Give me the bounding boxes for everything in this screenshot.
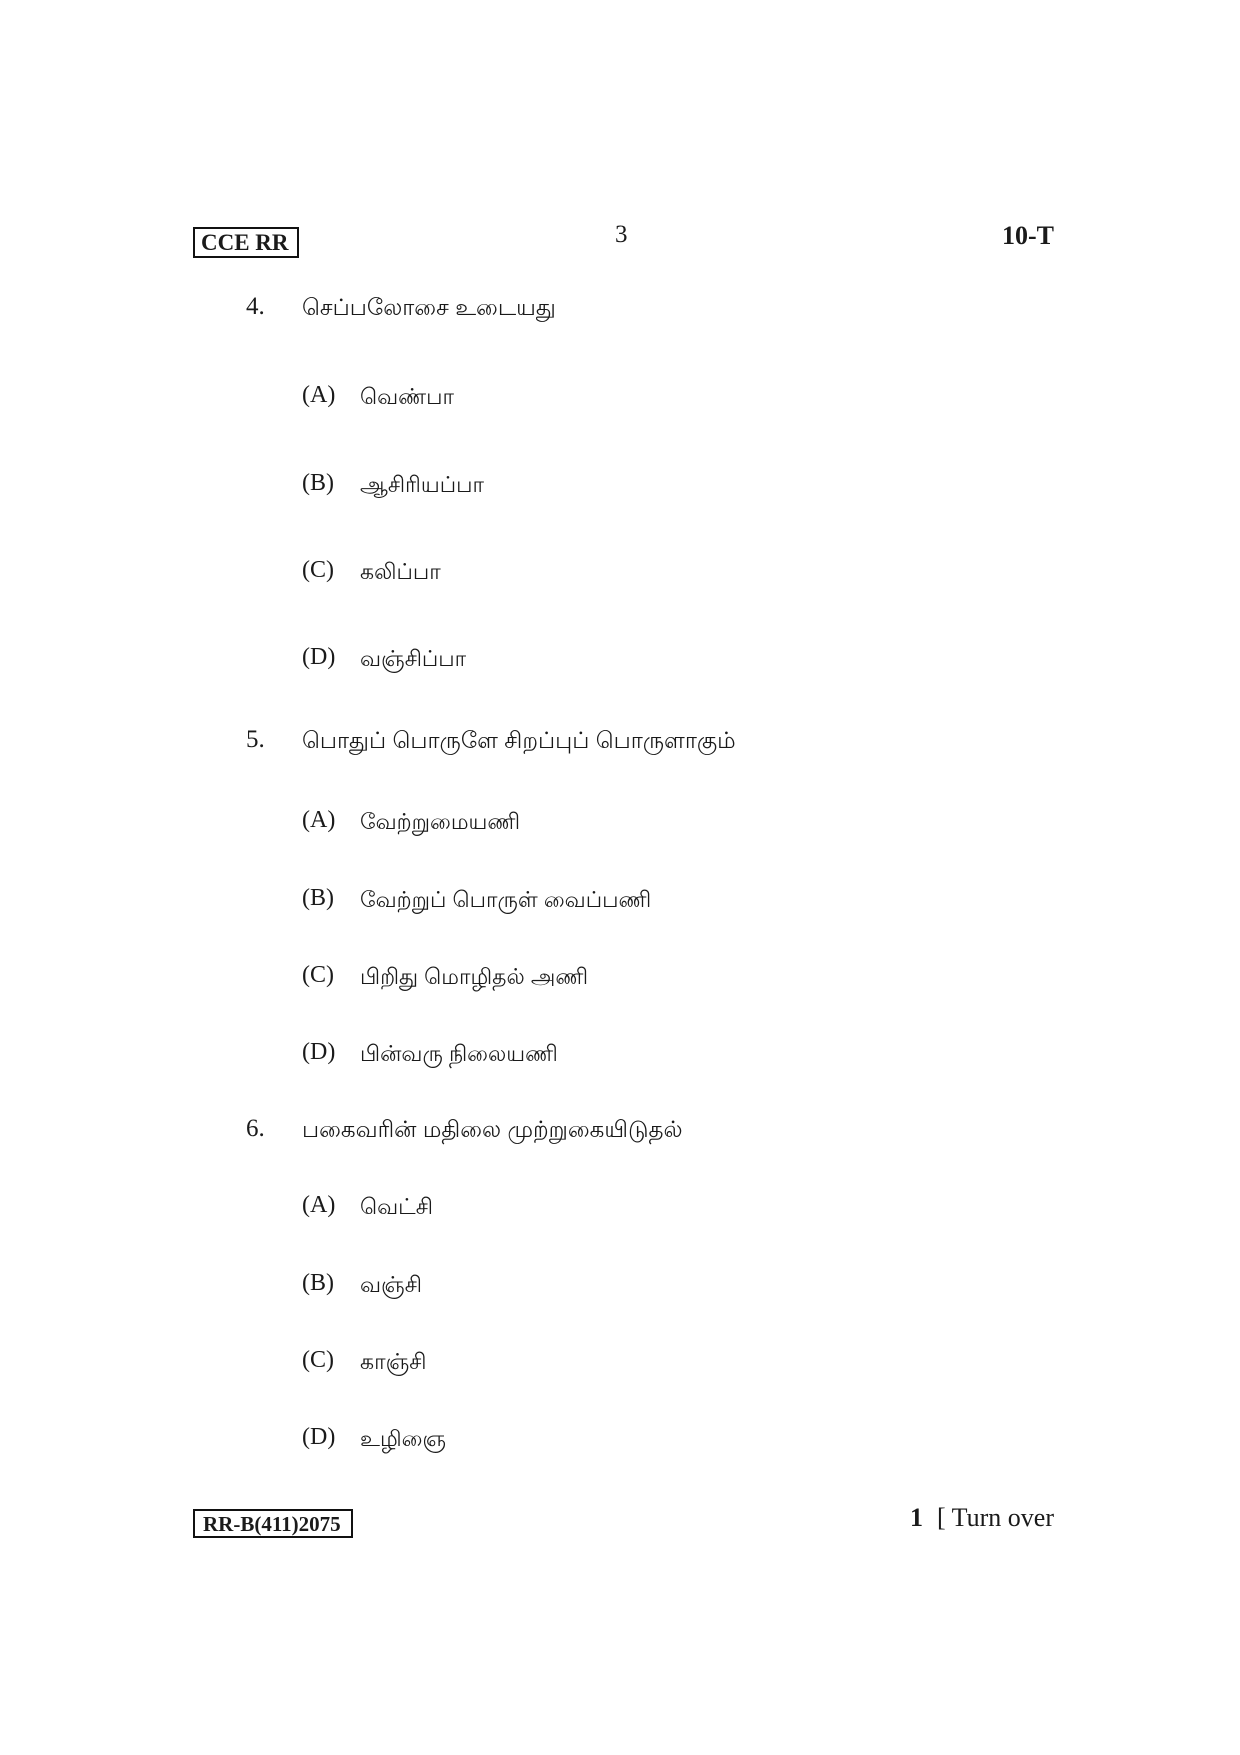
option-text: வேற்றுமையணி [360,809,521,834]
option-text: வெட்சி [360,1194,433,1219]
option-text: வஞ்சிப்பா [360,646,467,671]
header-page-number: 3 [615,221,628,248]
option-label: (C) [302,1347,334,1373]
footer-right [910,1503,1054,1533]
question-number: 4. [246,293,265,320]
option-label: (B) [302,1270,334,1296]
option-text: பிறிது மொழிதல் அணி [360,964,589,989]
question-text: செப்பலோசை உடையது [302,294,556,320]
header-paper-code: 10-T [1002,221,1054,250]
question-text: பொதுப் பொருளே சிறப்புப் பொருளாகும் [302,727,736,753]
footer-page-number: 1 [910,1503,923,1532]
option-text: வேற்றுப் பொருள் வைப்பணி [360,887,652,912]
option-label: (C) [302,557,334,583]
option-label: (B) [302,885,334,911]
option-label: (A) [302,807,336,833]
option-label: (B) [302,470,334,496]
option-label: (C) [302,962,334,988]
option-label: (A) [302,382,336,408]
option-label: (A) [302,1192,336,1218]
option-text: கலிப்பா [360,559,441,584]
option-label: (D) [302,644,336,670]
option-text: காஞ்சி [360,1349,427,1374]
question-number: 5. [246,726,265,753]
header-code-box: CCE RR [193,227,299,258]
option-text: உழிஞை [360,1426,447,1451]
option-label: (D) [302,1039,336,1065]
option-text: வெண்பா [360,384,455,409]
option-label: (D) [302,1424,336,1450]
turn-over-label: Turn over [951,1503,1054,1532]
option-text: பின்வரு நிலையணி [360,1041,558,1066]
option-text: வஞ்சி [360,1272,422,1297]
question-text: பகைவரின் மதிலை முற்றுகையிடுதல் [302,1116,683,1142]
footer-code-box: RR-B(411)2075 [193,1509,353,1538]
option-text: ஆசிரியப்பா [360,472,484,497]
question-number: 6. [246,1115,265,1142]
footer-bracket: [ [937,1503,946,1532]
